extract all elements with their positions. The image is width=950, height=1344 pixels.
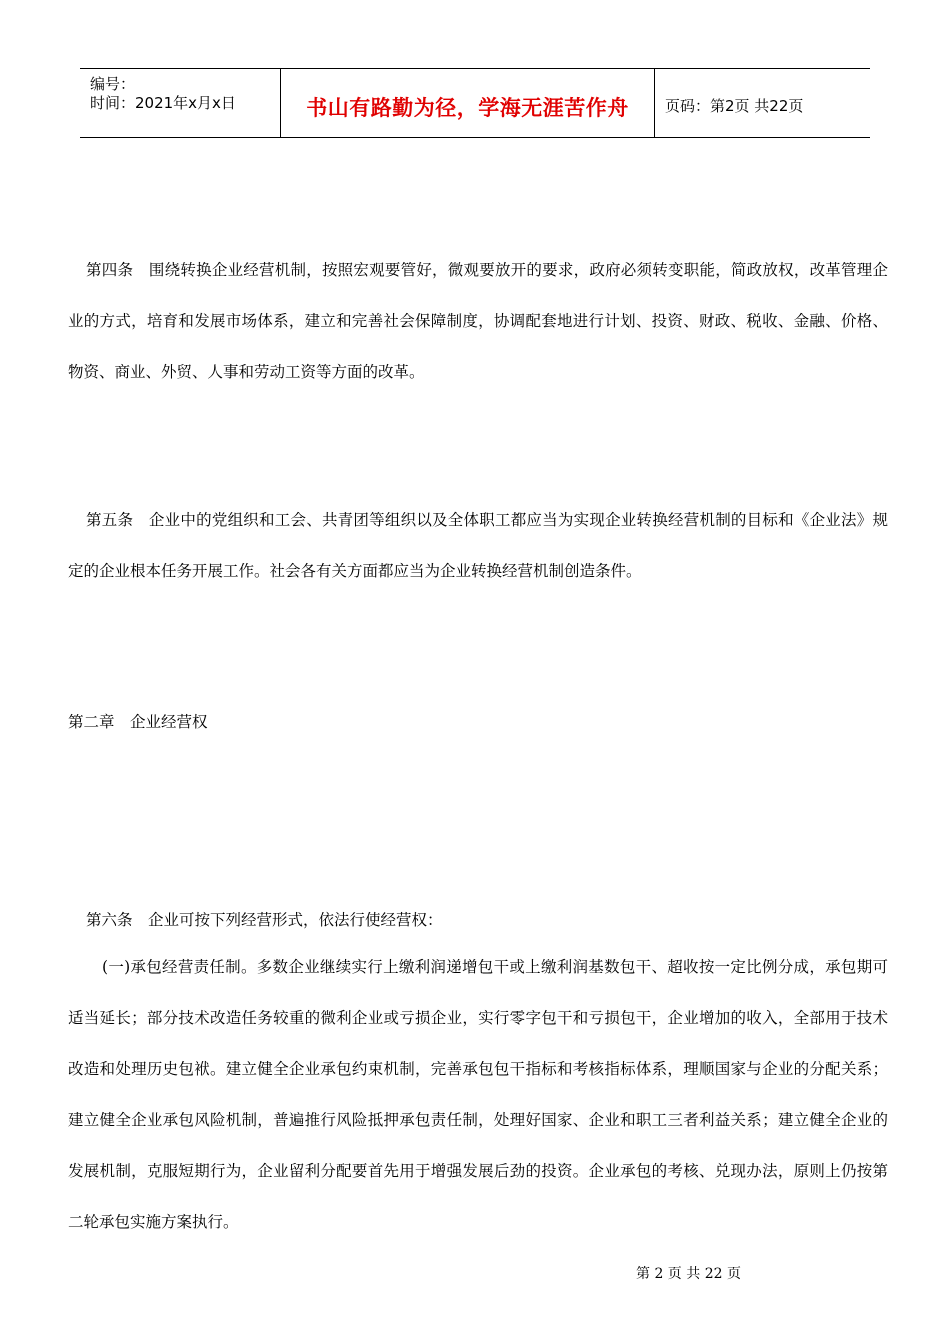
chapter-2-heading: 第二章 企业经营权 <box>68 713 208 731</box>
article-5-paragraph: 第五条 企业中的党组织和工会、共青团等组织以及全体职工都应当为实现企业转换经营机制的目标和《企业法》规定的企业根本任务开展工作。社会各有关方面都应当为企业转换经营机制创造条件。 <box>68 511 888 580</box>
document-date-label: 时间：2021年x月x日 <box>90 94 236 112</box>
article-6-item-1-paragraph: (一)承包经营责任制。多数企业继续实行上缴利润递增包干或上缴利润基数包干、超收按一定比例分成，承包期可适当延长；部分技术改造任务较重的微利企业或亏损企业，实行零字包干和亏损包干，企业增加的收入，全部用于技术改造和处理历史包袱。建立健全企业承包约束机制，完善承包包干指标和考核指标体系，理顺国家与企业的分配关系；建立健全企业承包风险机制，普遍推行风险抵押承包责任制，处理好国家、企业和职工三者利益关系；建立健全企业的发展机制，克服短期行为，企业留利分配要首先用于增强发展后劲的投资。企业承包的考核、兑现办法，原则上仍按第二轮承包实施方案执行。 <box>68 958 888 1231</box>
article-6-paragraph: 第六条 企业可按下列经营形式，依法行使经营权： <box>86 911 443 929</box>
header-motto: 书山有路勤为径，学海无涯苦作舟 <box>306 96 629 120</box>
header-meta-cell <box>80 69 281 137</box>
page-footer: 第 2 页 共 22 页 <box>636 1266 741 1282</box>
header-motto-cell <box>281 69 655 137</box>
header-page-cell <box>655 69 870 137</box>
header-page-label: 页码：第2页 共22页 <box>665 97 804 115</box>
document-number-label: 编号： <box>90 75 136 93</box>
article-4-paragraph: 第四条 围绕转换企业经营机制，按照宏观要管好，微观要放开的要求，政府必须转变职能，简政放权，改革管理企业的方式，培育和发展市场体系，建立和完善社会保障制度，协调配套地进行计划、投资、财政、税收、金融、价格、物资、商业、外贸、人事和劳动工资等方面的改革。 <box>68 261 888 381</box>
page-header <box>80 68 870 138</box>
